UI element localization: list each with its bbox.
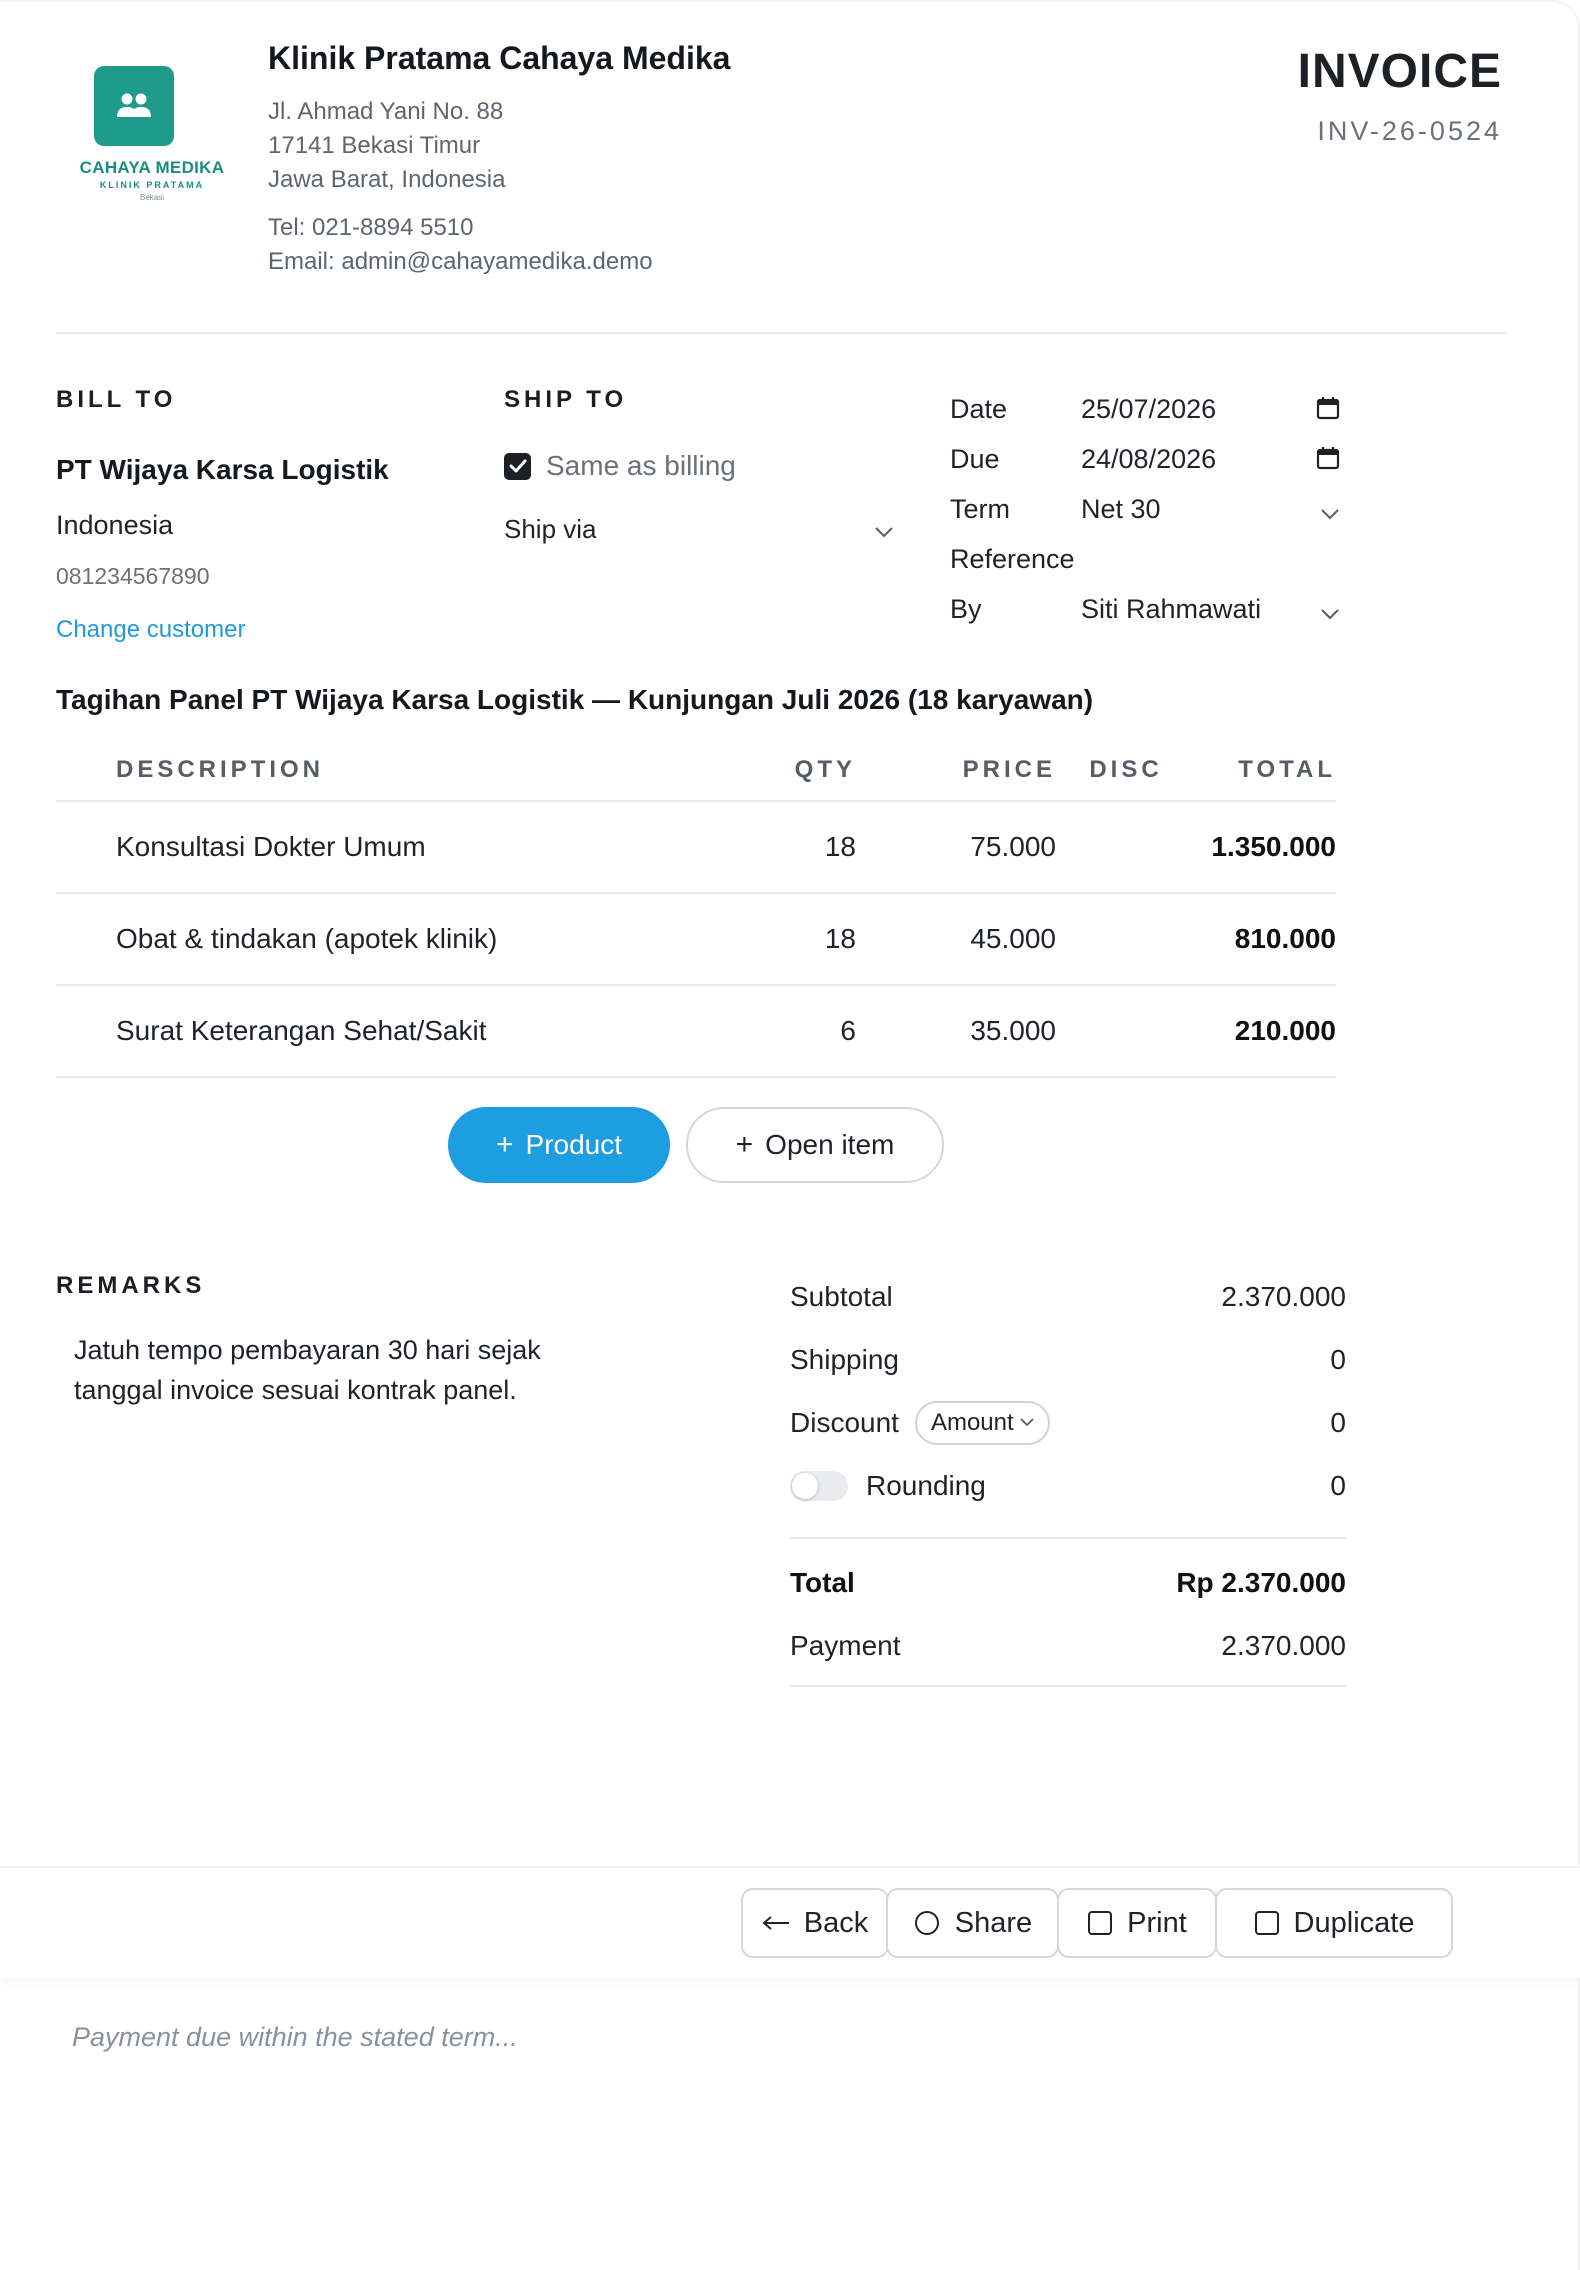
column-header-qty: QTY [794,756,856,783]
subtotal-row [790,1265,1346,1328]
item-qty[interactable]: 18 [824,831,856,862]
print-button[interactable] [1057,1888,1217,1958]
company-email: Email: admin@cahayamedika.demo [268,248,653,275]
term-label: Term [950,493,1010,524]
add-open-item-label: Open item [765,1129,895,1160]
column-header-description: DESCRIPTION [116,756,325,783]
header-divider [56,332,1506,334]
column-header-disc: DISC [1089,756,1163,783]
rounding-row [790,1454,1346,1517]
invoice-meta [950,384,1340,634]
reference-label: Reference [950,543,1075,574]
invoice-number: INV-26-0524 [1317,116,1502,146]
plus-icon: + [735,1128,754,1161]
date-label: Date [950,393,1008,424]
duplicate-label: Duplicate [1293,1906,1415,1939]
invoice-title: INVOICE [1297,45,1502,98]
customer-name: PT Wijaya Karsa Logistik [56,454,389,485]
bill-to-label: BILL TO [56,386,177,413]
discount-row[interactable] [790,1391,1346,1454]
plus-icon: + [495,1128,514,1161]
payment-value[interactable]: 2.370.000 [1221,1629,1346,1661]
term-select[interactable] [950,484,1340,534]
subtotal-label: Subtotal [790,1280,893,1312]
discount-label: Discount [790,1406,899,1438]
change-customer-link[interactable]: Change customer [56,616,246,643]
logo-city: Bekasi [139,193,164,202]
due-field[interactable] [950,434,1340,484]
print-label: Print [1127,1906,1187,1939]
remarks-label: REMARKS [56,1272,206,1299]
duplicate-button[interactable] [1215,1888,1453,1958]
bill-to-section [56,386,389,644]
share-icon [913,1909,941,1937]
reference-field[interactable] [950,534,1340,584]
customer-phone: 081234567890 [56,563,210,589]
logo-name: CAHAYA MEDIKA [79,158,225,177]
company-info [268,40,730,279]
table-row[interactable] [56,802,1336,894]
add-product-button[interactable] [448,1107,670,1183]
date-value[interactable]: 25/07/2026 [1081,393,1217,424]
chevron-down-icon [1020,1418,1034,1427]
ship-via-label: Ship via [504,514,597,544]
shipping-row[interactable] [790,1328,1346,1391]
total-row [790,1551,1346,1614]
rounding-toggle[interactable] [790,1471,848,1501]
by-select[interactable] [950,584,1340,634]
remarks-text[interactable]: Jatuh tempo pembayaran 30 hari sejak tanggal invoice sesuai kontrak panel. [74,1335,541,1405]
totals-divider [790,1537,1346,1539]
chevron-down-icon [874,514,894,545]
ship-to-section [504,386,894,545]
rounding-label: Rounding [866,1469,986,1501]
table-header [56,740,1336,802]
table-row[interactable] [56,894,1336,986]
due-label: Due [950,443,1000,474]
item-price[interactable]: 35.000 [970,1015,1056,1046]
add-product-label: Product [525,1129,623,1160]
company-address-line: 17141 Bekasi Timur [268,132,481,159]
payment-label: Payment [790,1629,901,1661]
item-qty[interactable]: 18 [824,923,856,954]
totals-bottom-divider [790,1685,1346,1687]
term-value[interactable]: Net 30 [1081,493,1161,524]
item-qty[interactable]: 6 [840,1015,856,1046]
same-as-billing-checkbox[interactable] [504,453,531,480]
total-label: Total [790,1566,855,1598]
company-name: Klinik Pratama Cahaya Medika [268,40,731,76]
print-icon [1087,1910,1113,1936]
shipping-value[interactable]: 0 [1330,1343,1346,1375]
column-header-total: TOTAL [1238,756,1336,783]
chevron-down-icon[interactable] [1320,596,1340,627]
same-as-billing-option[interactable] [504,450,894,482]
logo-subtitle: KLINIK PRATAMA [99,180,205,190]
clinic-logo [72,66,232,202]
discount-mode-select[interactable] [915,1401,1050,1445]
item-total: 1.350.000 [1211,831,1336,862]
company-address-line: Jl. Ahmad Yani No. 88 [268,98,504,125]
rounding-value: 0 [1330,1469,1346,1501]
shipping-label: Shipping [790,1343,899,1375]
column-header-price: PRICE [962,756,1056,783]
ship-to-label: SHIP TO [504,386,628,413]
date-field[interactable] [950,384,1340,434]
add-open-item-button[interactable] [686,1107,944,1183]
subtotal-value: 2.370.000 [1221,1280,1346,1312]
line-items-table [56,740,1336,1078]
action-bar [0,1866,1580,1978]
company-address-line: Jawa Barat, Indonesia [268,166,506,193]
item-description[interactable]: Surat Keterangan Sehat/Sakit [116,1015,487,1046]
item-description[interactable]: Obat & tindakan (apotek klinik) [116,923,498,954]
people-icon [94,66,174,146]
totals-panel [790,1265,1346,1687]
item-price[interactable]: 75.000 [970,831,1056,862]
by-value[interactable]: Siti Rahmawati [1081,593,1262,624]
due-value[interactable]: 24/08/2026 [1081,443,1217,474]
ship-via-select[interactable] [504,514,894,545]
payment-note-input[interactable]: Payment due within the stated term... [72,2022,518,2052]
item-total: 810.000 [1234,923,1336,954]
back-label: Back [803,1906,869,1939]
share-label: Share [954,1906,1033,1939]
discount-mode-value: Amount [930,1408,1014,1436]
discount-value[interactable]: 0 [1330,1406,1346,1438]
calendar-icon[interactable] [1316,446,1340,477]
chevron-down-icon[interactable] [1320,496,1340,527]
share-button[interactable] [886,1888,1059,1958]
back-button[interactable] [741,1888,889,1958]
payment-row[interactable] [790,1614,1346,1677]
arrow-left-icon [762,1915,790,1931]
item-price[interactable]: 45.000 [970,923,1056,954]
item-description[interactable]: Konsultasi Dokter Umum [116,831,426,862]
item-total: 210.000 [1234,1015,1336,1046]
by-label: By [950,593,982,624]
table-row[interactable] [56,986,1336,1078]
same-as-billing-label: Same as billing [546,450,736,481]
company-phone: Tel: 021-8894 5510 [268,214,474,241]
total-value: Rp 2.370.000 [1176,1566,1346,1598]
calendar-icon[interactable] [1316,396,1340,427]
customer-country: Indonesia [56,510,174,540]
invoice-subject: Tagihan Panel PT Wijaya Karsa Logistik — Kunjungan Juli 2026 (18 karyawan) [56,684,1094,715]
duplicate-icon [1254,1910,1280,1936]
